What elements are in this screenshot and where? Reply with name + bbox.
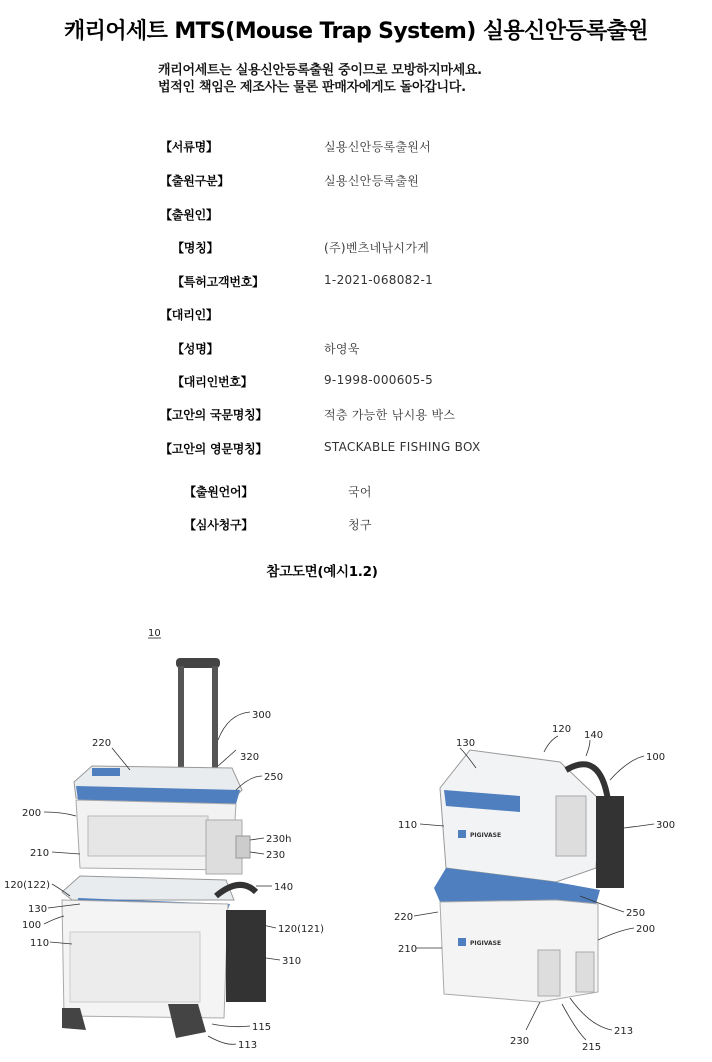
figure-right-stacked-carrier [394,724,675,1053]
part-label: 210 [30,848,50,859]
field-key: 【고안의 영문명칭】 [160,442,268,456]
part-label: 130 [456,738,476,749]
part-label: 220 [92,738,112,749]
brand-label-upper: PIGIVASE [470,832,502,839]
part-label: 200 [22,808,42,819]
part-label: 130 [28,904,48,915]
field-key: 【고안의 국문명칭】 [160,408,268,422]
part-label: 110 [30,938,50,949]
part-label: 213 [614,1026,634,1037]
part-label: 230h [266,834,292,845]
notice-line-2: 법적인 책임은 제조사는 물론 판매자에게도 돌아갑니다. [158,80,466,95]
field-value: 하영욱 [324,342,360,356]
part-label: 113 [238,1040,258,1051]
field-key: 【대리인】 [160,308,218,322]
field-key: 【출원인】 [160,208,218,222]
field-value: 적층 가능한 낚시용 박스 [324,408,456,422]
page-title: 캐리어세트 MTS(Mouse Trap System) 실용신안등록출원 [64,19,648,44]
field-key: 【출원언어】 [184,485,254,499]
field-value: STACKABLE FISHING BOX [324,440,481,454]
field-value: (주)벤츠네낚시가게 [324,241,430,255]
field-value: 국어 [348,485,372,499]
part-label: 100 [646,752,666,763]
field-key: 【출원구분】 [160,174,230,188]
part-label: 300 [252,710,272,721]
part-label: 110 [398,820,418,831]
brand-label-lower: PIGIVASE [470,940,502,947]
part-label: 140 [274,882,294,893]
field-value: 청구 [348,518,372,532]
part-label: 310 [282,956,302,967]
field-value: 1-2021-068082-1 [324,273,434,287]
field-value: 실용신안등록출원 [324,174,420,188]
field-key: 【서류명】 [160,140,218,154]
part-label: 200 [636,924,656,935]
field-value: 9-1998-000605-5 [324,373,434,387]
part-label: 120(122) [4,880,50,891]
part-label: 115 [252,1022,272,1033]
part-label: 250 [264,772,284,783]
field-key: 【심사청구】 [184,518,254,532]
part-label: 140 [584,730,604,741]
notice-line-1: 캐리어세트는 실용신안등록출원 중이므로 모방하지마세요. [158,63,482,78]
field-key: 【명칭】 [172,241,219,255]
part-label: 210 [398,944,418,955]
copy-warning-notice [158,62,482,96]
field-key: 【성명】 [172,342,219,356]
field-key: 【특허고객번호】 [172,275,264,289]
part-label: 120(121) [278,924,324,935]
part-label: 300 [656,820,676,831]
field-key: 【대리인번호】 [172,375,253,389]
part-label: 120 [552,724,572,735]
part-label: 100 [22,920,42,931]
reference-drawing-title: 참고도면(예시1.2) [266,564,378,580]
part-label: 230 [266,850,286,861]
figure-left-stacked-carrier [4,628,324,1051]
part-label: 230 [510,1036,530,1047]
part-label: 320 [240,752,260,763]
part-label: 215 [582,1042,602,1053]
part-label: 250 [626,908,646,919]
field-value: 실용신안등록출원서 [324,140,432,154]
reference-drawings [0,600,712,1062]
part-label: 220 [394,912,414,923]
figure-ref-label: 10 [148,628,161,639]
